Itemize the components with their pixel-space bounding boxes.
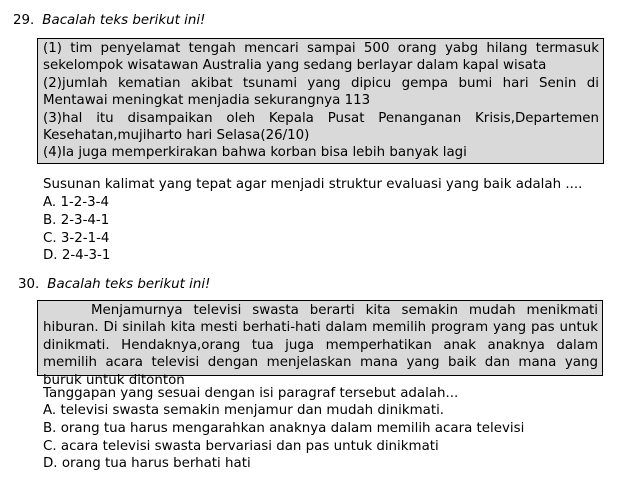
option-a[interactable]: A. televisi swasta semakin menjamur dan mudah dinikmati.: [43, 403, 445, 418]
question-29-passage-box: [37, 38, 604, 164]
question-30-options: [43, 402, 524, 473]
question-29-header: [13, 12, 205, 30]
question-instruction: Bacalah teks berikut ini!: [42, 13, 206, 28]
option-b[interactable]: B. orang tua harus mengarahkan anaknya dalam memilih acara televisi: [43, 420, 525, 436]
question-29-prompt: Susunan kalimat yang tepat agar menjadi struktur evaluasi yang baik adalah ....: [43, 177, 583, 192]
option-b[interactable]: B. 2-3-4-1: [43, 212, 110, 228]
passage-sentence-1: (1) tim penyelamat tengah mencari sampai 500 orang yabg hilang termasuk sekelompok wisatawan Australia yang sedang berlayar dalam kapal wisata: [43, 41, 599, 74]
option-d[interactable]: D. 2-4-3-1: [43, 248, 111, 264]
question-instruction: Bacalah teks berikut ini!: [47, 277, 211, 292]
passage-paragraph: Menjamurnya televisi swasta berarti kita semakin mudah menikmati hiburan. Di sinilah kita mesti berhati-hati dalam memilih program yang pas untuk dinikmati. Hendaknya,orang tua juga memperhatikan anak anaknya dalam memilih acara televisi dengan menjelaskan mana yang baik dan mana yang buruk untuk ditonton: [43, 303, 598, 388]
option-a[interactable]: A. 1-2-3-4: [43, 195, 110, 210]
option-c[interactable]: C. 3-2-1-4: [43, 230, 110, 246]
passage-sentence-4: (4)Ia juga memperkirakan bahwa korban bisa lebih banyak lagi: [43, 145, 467, 161]
question-30-header: [18, 276, 210, 294]
question-30-prompt: Tanggapan yang sesuai dengan isi paragraf tersebut adalah...: [43, 386, 459, 401]
passage-sentence-2: (2)jumlah kematian akibat tsunami yang dipicu gempa bumi hari Senin di Mentawai meningkat menjadia sekurangnya 113: [43, 75, 599, 109]
question-number: 30.: [18, 277, 40, 292]
question-30-passage-box: [37, 300, 603, 388]
question-number: 29.: [13, 13, 35, 28]
option-d[interactable]: D. orang tua harus berhati hati: [43, 456, 251, 472]
option-c[interactable]: C. acara televisi swasta bervariasi dan pas untuk dinikmati: [43, 438, 439, 454]
passage-sentence-3: (3)hal itu disampaikan oleh Kepala Pusat Penanganan Krisis,Departemen Kesehatan,mujiharto hari Selasa(26/10): [43, 110, 599, 144]
question-29-options: [43, 194, 110, 265]
